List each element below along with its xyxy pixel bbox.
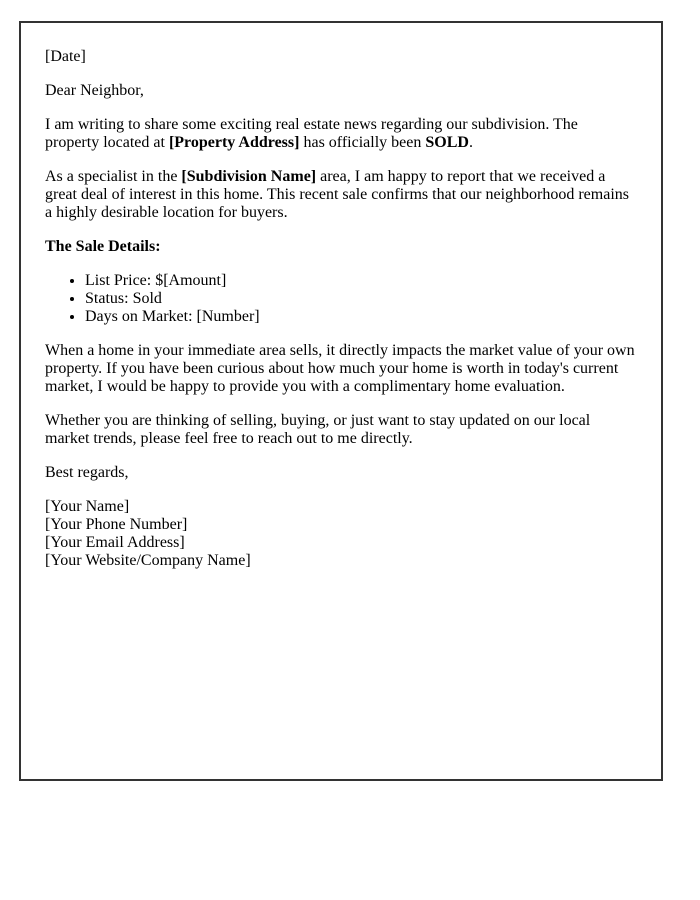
contact-paragraph: Whether you are thinking of selling, buying, or just want to stay updated on our local market trends, please feel free to reach out to me directly.	[45, 412, 591, 447]
specialist-paragraph: As a specialist in the [Subdivision Name] area, I am happy to report that we received a great deal of interest in this home. This recent sale confirms that our neighborhood remains a highly desirable location for buyers.	[45, 168, 629, 221]
closing: Best regards,	[45, 464, 129, 481]
signature-name: [Your Name]	[45, 498, 130, 515]
salutation: Dear Neighbor,	[45, 82, 144, 99]
date-line: [Date]	[45, 48, 86, 65]
sale-details-heading: The Sale Details:	[45, 238, 161, 255]
signature-website: [Your Website/Company Name]	[45, 552, 251, 569]
list-item-list-price: • List Price: $[Amount]	[85, 272, 635, 290]
signature-email: [Your Email Address]	[45, 534, 185, 551]
list-item-status: • Status: Sold	[85, 290, 635, 308]
impact-paragraph: When a home in your immediate area sells, it directly impacts the market value of your own property. If you have been curious about how much your home is worth in today's current market, I would be happy to provide you with a complimentary home evaluation.	[45, 342, 635, 395]
signature-phone: [Your Phone Number]	[45, 516, 188, 533]
list-item-days-on-market: • Days on Market: [Number]	[85, 308, 635, 326]
signature-block	[45, 498, 635, 570]
sale-details-list	[45, 272, 635, 326]
intro-paragraph: I am writing to share some exciting real estate news regarding our subdivision. The property located at [Property Address] has officially been SOLD.	[45, 116, 578, 151]
letter-frame	[19, 21, 663, 781]
